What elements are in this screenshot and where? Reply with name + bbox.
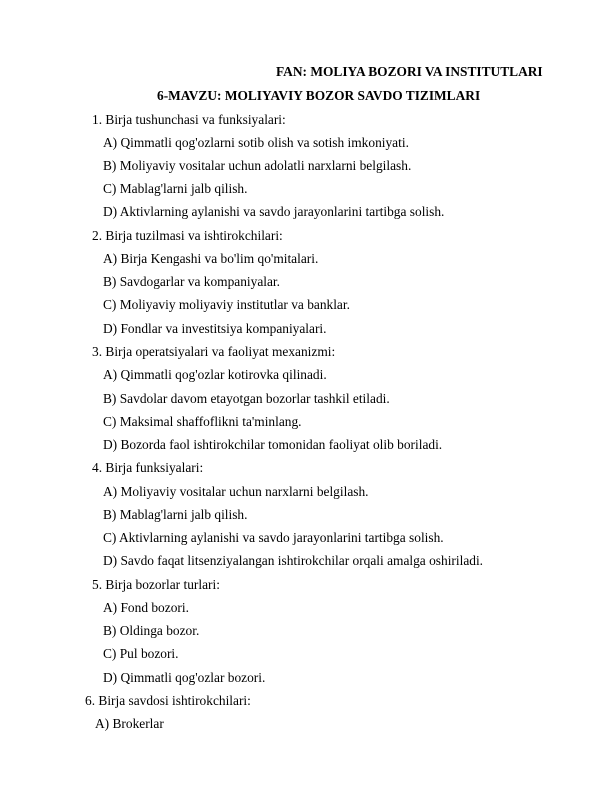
answer-option: D) Savdo faqat litsenziyalangan ishtirokchilar orqali amalga oshiriladi. — [103, 553, 484, 568]
answer-option: C) Aktivlarning aylanishi va savdo jarayonlarini tartibga solish. — [103, 530, 444, 545]
answer-option: D) Fondlar va investitsiya kompaniyalari. — [103, 321, 327, 336]
question-title: 1. Birja tushunchasi va funksiyalari: — [92, 112, 286, 127]
question-title: 5. Birja bozorlar turlari: — [92, 577, 220, 592]
answer-option: C) Maksimal shaffoflikni ta'minlang. — [103, 414, 302, 429]
answer-option: A) Moliyaviy vositalar uchun narxlarni belgilash. — [103, 484, 369, 499]
topic-title: 6-MAVZU: MOLIYAVIY BOZOR SAVDO TIZIMLARI — [157, 88, 481, 103]
question-title: 4. Birja funksiyalari: — [92, 460, 204, 475]
answer-option: A) Birja Kengashi va bo'lim qo'mitalari. — [103, 251, 319, 266]
question-title: 2. Birja tuzilmasi va ishtirokchilari: — [92, 228, 283, 243]
answer-option: C) Moliyaviy moliyaviy institutlar va banklar. — [103, 297, 350, 312]
answer-option: D) Bozorda faol ishtirokchilar tomonidan faoliyat olib boriladi. — [103, 437, 443, 452]
answer-option: B) Mablag'larni jalb qilish. — [103, 507, 248, 522]
answer-option: D) Qimmatli qog'ozlar bozori. — [103, 670, 266, 685]
answer-option: A) Qimmatli qog'ozlar kotirovka qilinadi. — [103, 367, 327, 382]
question-title: 3. Birja operatsiyalari va faoliyat mexanizmi: — [92, 344, 336, 359]
answer-option: B) Savdolar davom etayotgan bozorlar tashkil etiladi. — [103, 391, 390, 406]
answer-option: A) Qimmatli qog'ozlarni sotib olish va sotish imkoniyati. — [103, 135, 409, 150]
answer-option: B) Oldinga bozor. — [103, 623, 200, 638]
subject-title: FAN: MOLIYA BOZORI VA INSTITUTLARI — [276, 64, 543, 79]
answer-option: B) Moliyaviy vositalar uchun adolatli narxlarni belgilash. — [103, 158, 412, 173]
answer-option: D) Aktivlarning aylanishi va savdo jarayonlarini tartibga solish. — [103, 204, 445, 219]
answer-option: C) Mablag'larni jalb qilish. — [103, 181, 248, 196]
answer-option: B) Savdogarlar va kompaniyalar. — [103, 274, 281, 289]
answer-option: A) Brokerlar — [95, 716, 164, 731]
question-title: 6. Birja savdosi ishtirokchilari: — [85, 693, 251, 708]
answer-option: A) Fond bozori. — [103, 600, 189, 615]
answer-option: C) Pul bozori. — [103, 646, 179, 661]
